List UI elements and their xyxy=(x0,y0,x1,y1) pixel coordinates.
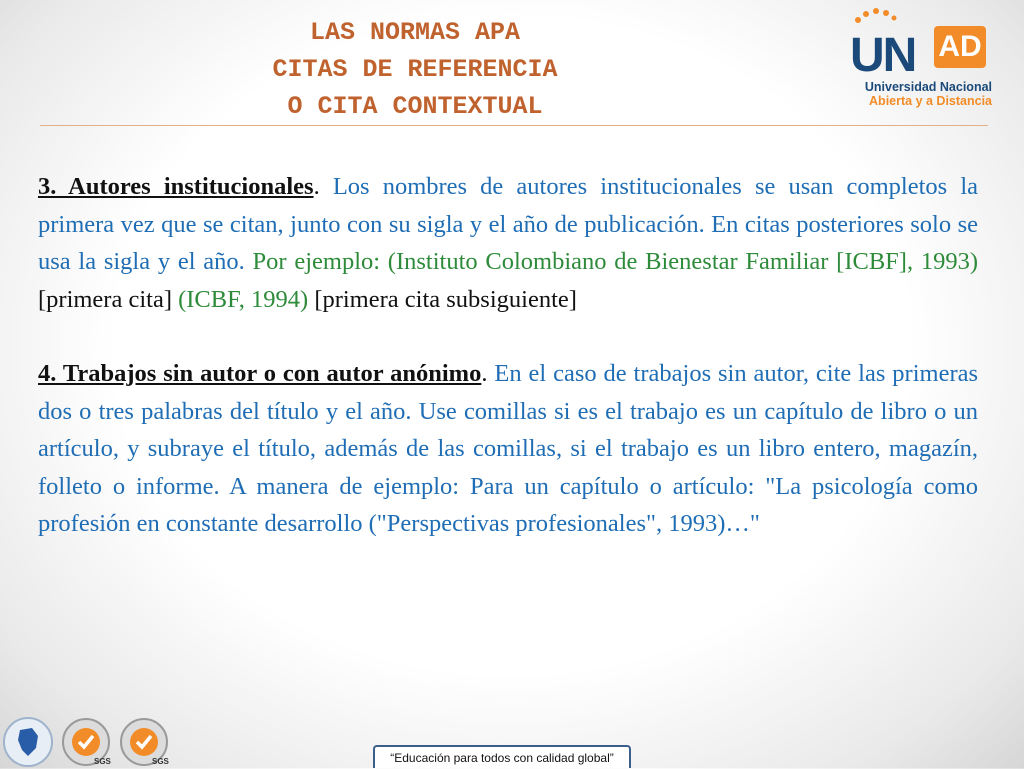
heading-period: . xyxy=(313,173,320,200)
footer-motto: “Educación para todos con calidad global” xyxy=(373,745,631,768)
example-note: [primera cita] xyxy=(38,285,172,313)
sgs-certification-icon-2 xyxy=(118,716,170,768)
section-text: En el caso de trabajos sin autor, cite las primeras dos o tres palabras del título y el año. Use comillas si es el trabajo es un capítulo de libro o un artículo, y subraye el título, además de las comillas, si el trabajo es un libro entero, magazín, folleto o informe. A manera de ejemplo: Para un capítulo o artículo: "La psicología como profesión en constante desarrollo ("Perspectivas profesionales", 1993)…" xyxy=(38,360,979,537)
logo-brand-accent: AD xyxy=(934,26,986,68)
section-institutional-authors xyxy=(38,168,978,318)
sgs-certification-icon xyxy=(60,716,112,768)
section-heading: 3. Autores institucionales xyxy=(38,173,314,200)
title-divider xyxy=(40,125,988,126)
heading-period: . xyxy=(481,360,488,387)
colombia-map-icon xyxy=(2,716,54,768)
section-text: Los nombres de autores institucionales se usan completos la primera vez que se citan, junto con su sigla y el año de publicación. En citas posteriores solo se usa la sigla y el año. xyxy=(38,173,978,275)
sgs-label-2: SGS xyxy=(152,757,169,766)
sgs-label: SGS xyxy=(94,757,111,766)
logo-university-line1: Universidad Nacional xyxy=(864,80,992,94)
example-note-2: [primera cita subsiguiente] xyxy=(308,285,577,313)
title-line-2: CITAS DE REFERENCIA xyxy=(272,55,558,84)
unad-logo xyxy=(846,6,992,114)
title-line-3: O CITA CONTEXTUAL xyxy=(287,92,543,121)
example-citation-2: (ICBF, 1994) xyxy=(171,285,309,313)
slide-title xyxy=(200,14,630,125)
slide-body xyxy=(38,168,978,543)
section-heading: 4. Trabajos sin autor o con autor anónimo xyxy=(38,360,482,387)
logo-brand: UN xyxy=(850,29,916,82)
example-citation: Por ejemplo: (Instituto Colombiano de Bienestar Familiar [ICBF], 1993) xyxy=(244,248,978,275)
logo-university-line2: Abierta y a Distancia xyxy=(869,94,992,108)
section-anonymous-works xyxy=(38,355,978,543)
title-line-1: LAS NORMAS APA xyxy=(309,18,521,47)
